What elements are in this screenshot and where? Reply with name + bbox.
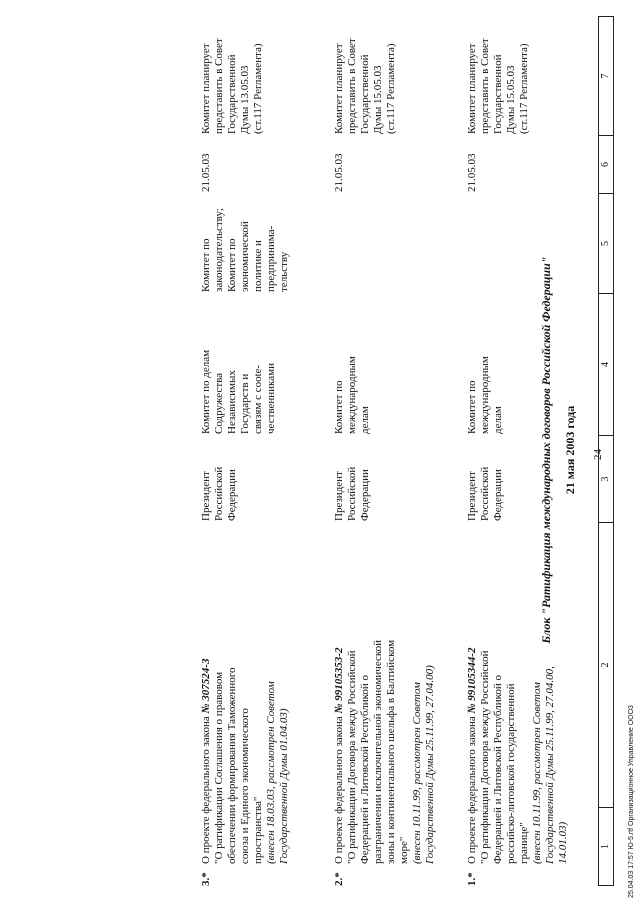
co-committee-line: Комитет по: [226, 238, 238, 292]
bill-title-line: пространства": [252, 796, 264, 864]
bill-title-line: границе": [518, 822, 530, 864]
bill-title-line: Федерацией и Литовской Республикой о: [492, 674, 504, 864]
comment-line: Думы 13.05.03: [239, 65, 251, 134]
comment-line: Комитет планирует: [333, 43, 345, 134]
comment-line: Думы 15.05.03: [505, 65, 517, 134]
committee-line: Комитет по делам: [200, 349, 212, 434]
column-number-7: 7: [600, 73, 611, 79]
bill-note-line: Государственной Думы 01.04.03): [278, 708, 290, 864]
co-committee-line: политике и: [252, 240, 264, 292]
committee-line: делам: [359, 406, 371, 434]
committee-line: чественниками: [265, 363, 277, 434]
committee-line: связям с соote-: [252, 364, 264, 434]
committee-line: Комитет по: [333, 380, 345, 434]
date-cell: 21.05.03: [333, 153, 345, 192]
page-number: 24: [592, 449, 604, 460]
initiator-line: Российской: [346, 466, 358, 521]
committee-line: делам: [492, 406, 504, 434]
committee-line: Государств и: [239, 373, 251, 434]
comment-line: Думы 15.05.03: [372, 65, 384, 134]
bill-intro: О проекте федерального закона: [466, 716, 478, 864]
responsible-committee-cell: [466, 294, 505, 434]
committee-line: международным: [479, 356, 491, 434]
comment-line: представить в Совет: [479, 38, 491, 134]
column-number-4: 4: [599, 293, 613, 435]
comment-cell: [333, 16, 398, 134]
comment-line: (ст.117 Регламента): [518, 43, 530, 134]
comment-line: представить в Совет: [346, 38, 358, 134]
comment-line: Государственной: [226, 54, 238, 134]
bill-title-line: союза и Единого экономического: [239, 708, 251, 864]
comment-cell: [200, 16, 265, 134]
initiator-line: Федерации: [359, 469, 371, 521]
initiator-cell: [466, 436, 505, 521]
row-number: 2.*: [333, 872, 345, 886]
initiator-line: Президент: [333, 471, 345, 521]
initiator-line: Российской: [213, 466, 225, 521]
date-cell: 21.05.03: [466, 153, 478, 192]
bill-title-line: российско-литовской государственной: [505, 683, 517, 864]
bill-note-line: (внесен 10.11.99, рассмотрен Советом: [411, 682, 423, 864]
co-committee-line: тельству: [278, 251, 290, 292]
initiator-line: Президент: [200, 471, 212, 521]
date-cell: 21.05.03: [200, 153, 212, 192]
committee-line: Содружества: [213, 372, 225, 434]
bill-title-line: обеспечении формирования Таможенного: [226, 667, 238, 864]
comment-line: Государственной: [359, 54, 371, 134]
co-committee-cell: [200, 194, 291, 292]
column-number-1: 1: [599, 807, 613, 885]
table-header-row: [598, 16, 614, 886]
block-title: Блок "Ратификация международных договоров Российской Федерации": [539, 256, 553, 644]
co-committee-line: предпринима-: [265, 225, 277, 292]
initiator-line: Федерации: [226, 469, 238, 521]
committee-line: международным: [346, 356, 358, 434]
bill-title-line: "О ратификации Договора между Российской: [346, 650, 358, 864]
bill-number: № 307524-3: [200, 658, 212, 714]
column-number-6: 6: [599, 135, 613, 193]
committee-line: Независимых: [226, 370, 238, 434]
bill-title-line: "О ратификации Договора между Российской: [479, 650, 491, 864]
initiator-line: Президент: [466, 471, 478, 521]
co-committee-line: экономической: [239, 221, 251, 292]
bill-title-line: разграничении исключительной экономической: [372, 639, 384, 864]
initiator-line: Российской: [479, 466, 491, 521]
co-committee-line: законодательству;: [213, 208, 225, 292]
bill-title-line: "О ратификации Соглашения о правовом: [213, 671, 225, 864]
row-number: 1.*: [466, 872, 478, 886]
bill-intro: О проекте федерального закона: [200, 716, 212, 864]
committee-line: Комитет по: [466, 380, 478, 434]
comment-line: Комитет планирует: [200, 43, 212, 134]
bill-title-line: зоны и континентального шельфа в Балтийском: [385, 639, 397, 864]
comment-line: Комитет планирует: [466, 43, 478, 134]
bill-note-line: Государственной Думы 25.11.99, 27.04.00,: [544, 666, 556, 864]
comment-line: представить в Совет: [213, 38, 225, 134]
bill-number: № 99105344-2: [466, 647, 478, 714]
bill-title-line: Федерацией и Литовской Республикой о: [359, 674, 371, 864]
column-number-5: 5: [599, 193, 613, 293]
bill-description: [466, 534, 570, 864]
bill-note-line: 14.01.03): [557, 821, 569, 864]
initiator-cell: [200, 436, 239, 521]
bill-note-line: Государственной Думы 25.11.99, 27.04.00): [424, 665, 436, 864]
co-committee-line: Комитет по: [200, 238, 212, 292]
comment-line: (ст.117 Регламента): [252, 43, 264, 134]
responsible-committee-cell: [333, 294, 372, 434]
column-number-3: 3: [599, 435, 613, 522]
comment-cell: [466, 16, 531, 134]
bill-note-line: (внесен 10.11.99, рассмотрен Советом: [531, 682, 543, 864]
bill-number: № 99105353-2: [333, 647, 345, 714]
bill-description: [333, 524, 437, 864]
initiator-cell: [333, 436, 372, 521]
bill-description: [200, 534, 291, 864]
comment-line: Государственной: [492, 54, 504, 134]
date-heading: 21 мая 2003 года: [563, 405, 577, 495]
column-number-2: 2: [599, 522, 613, 807]
bill-note-line: (внесен 18.03.03, рассмотрен Советом: [265, 681, 277, 864]
initiator-line: Федерации: [492, 469, 504, 521]
comment-line: (ст.117 Регламента): [385, 43, 397, 134]
bill-title-line: море": [398, 836, 410, 864]
row-number: 3.*: [200, 872, 212, 886]
responsible-committee-cell: [200, 294, 278, 434]
bill-intro: О проекте федерального закона: [333, 716, 345, 864]
footer-stamp: 25.04.03 17:57 Ю-5.rtf Организационное Управление ООО3: [628, 705, 635, 898]
